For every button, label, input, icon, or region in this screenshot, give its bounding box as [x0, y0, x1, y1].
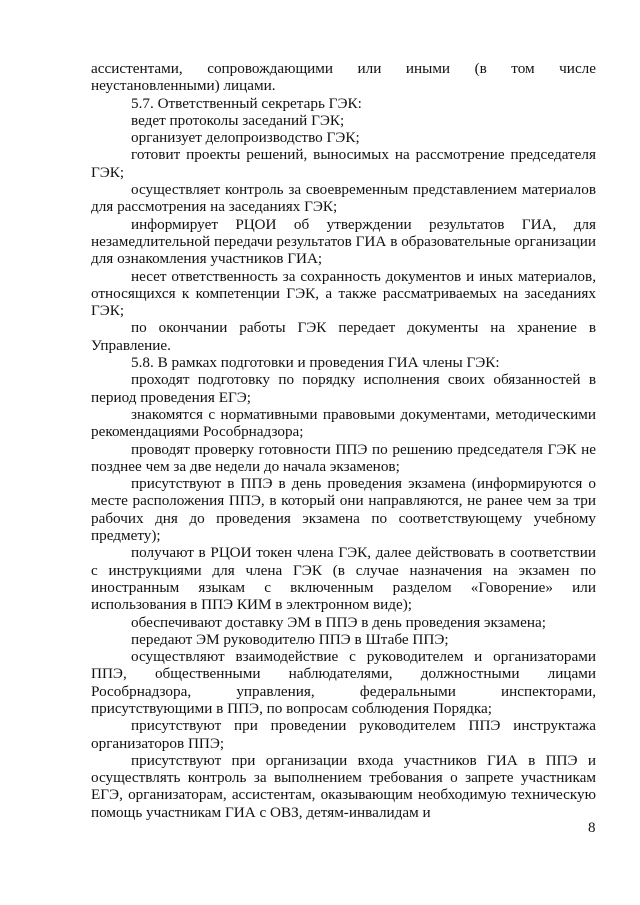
paragraph: по окончании работы ГЭК передает документы на хранение в Управление. — [91, 319, 596, 354]
paragraph: присутствуют при организации входа участников ГИА в ППЭ и осуществлять контроль за выполнением требования о запрете участникам ЕГЭ, организаторам, ассистентам, оказывающим необходимую техническую помощь участникам ГИА с ОВЗ, детям-инвалидам и — [91, 751, 596, 821]
paragraph: проводят проверку готовности ППЭ по решению председателя ГЭК не позднее чем за две недели до начала экзаменов; — [91, 440, 596, 475]
section-heading: 5.7. Ответственный секретарь ГЭК: — [131, 94, 362, 112]
paragraph: информирует РЦОИ об утверждении результатов ГИА, для незамедлительной передачи результатов ГИА в образовательные организации для ознакомления участников ГИА; — [91, 215, 596, 268]
paragraph: обеспечивают доставку ЭМ в ППЭ в день проведения экзамена; — [131, 613, 546, 631]
paragraph: передают ЭМ руководителю ППЭ в Штабе ППЭ; — [131, 630, 449, 648]
paragraph: ведет протоколы заседаний ГЭК; — [131, 111, 345, 129]
paragraph: проходят подготовку по порядку исполнения своих обязанностей в период проведения ЕГЭ; — [91, 371, 596, 406]
paragraph: знакомятся с нормативными правовыми документами, методическими рекомендациями Рособрнадзора; — [91, 405, 596, 441]
paragraph: осуществляют взаимодействие с руководителем и организаторами ППЭ, общественными наблюдателями, должностными лицами Рособрнадзора, управления, федеральными инспекторами, присутствующими в ППЭ, по вопросам соблюдения Порядка; — [91, 648, 596, 717]
page-number: 8 — [588, 820, 596, 836]
paragraph: получают в РЦОИ токен члена ГЭК, далее действовать в соответствии с инструкциями для члена ГЭК (в случае назначения на экзамен по иностранным языкам с включенным разделом «Говорение» или использования в ППЭ КИМ в электронном виде); — [91, 544, 596, 614]
paragraph: готовит проекты решений, выносимых на рассмотрение председателя ГЭК; — [91, 146, 596, 181]
paragraph: организует делопроизводство ГЭК; — [131, 129, 360, 147]
paragraph: присутствуют в ППЭ в день проведения экзамена (информируются о месте расположения ППЭ, в который они направляются, не ранее чем за три рабочих дня до проведения экзамена по соответствующему учебному предмету); — [91, 475, 596, 545]
page-body — [91, 60, 596, 821]
section-heading: 5.8. В рамках подготовки и проведения ГИА члены ГЭК: — [131, 354, 500, 372]
paragraph: несет ответственность за сохранность документов и иных материалов, относящихся к компетенции ГЭК, а также рассматриваемых на заседаниях ГЭК; — [91, 267, 596, 320]
paragraph: ассистентами, сопровождающими или иными (в том числе неустановленными) лицами. — [91, 60, 596, 95]
paragraph: присутствуют при проведении руководителем ППЭ инструктажа организаторов ППЭ; — [91, 717, 596, 752]
paragraph: осуществляет контроль за своевременным представлением материалов для рассмотрения на заседаниях ГЭК; — [91, 181, 596, 216]
